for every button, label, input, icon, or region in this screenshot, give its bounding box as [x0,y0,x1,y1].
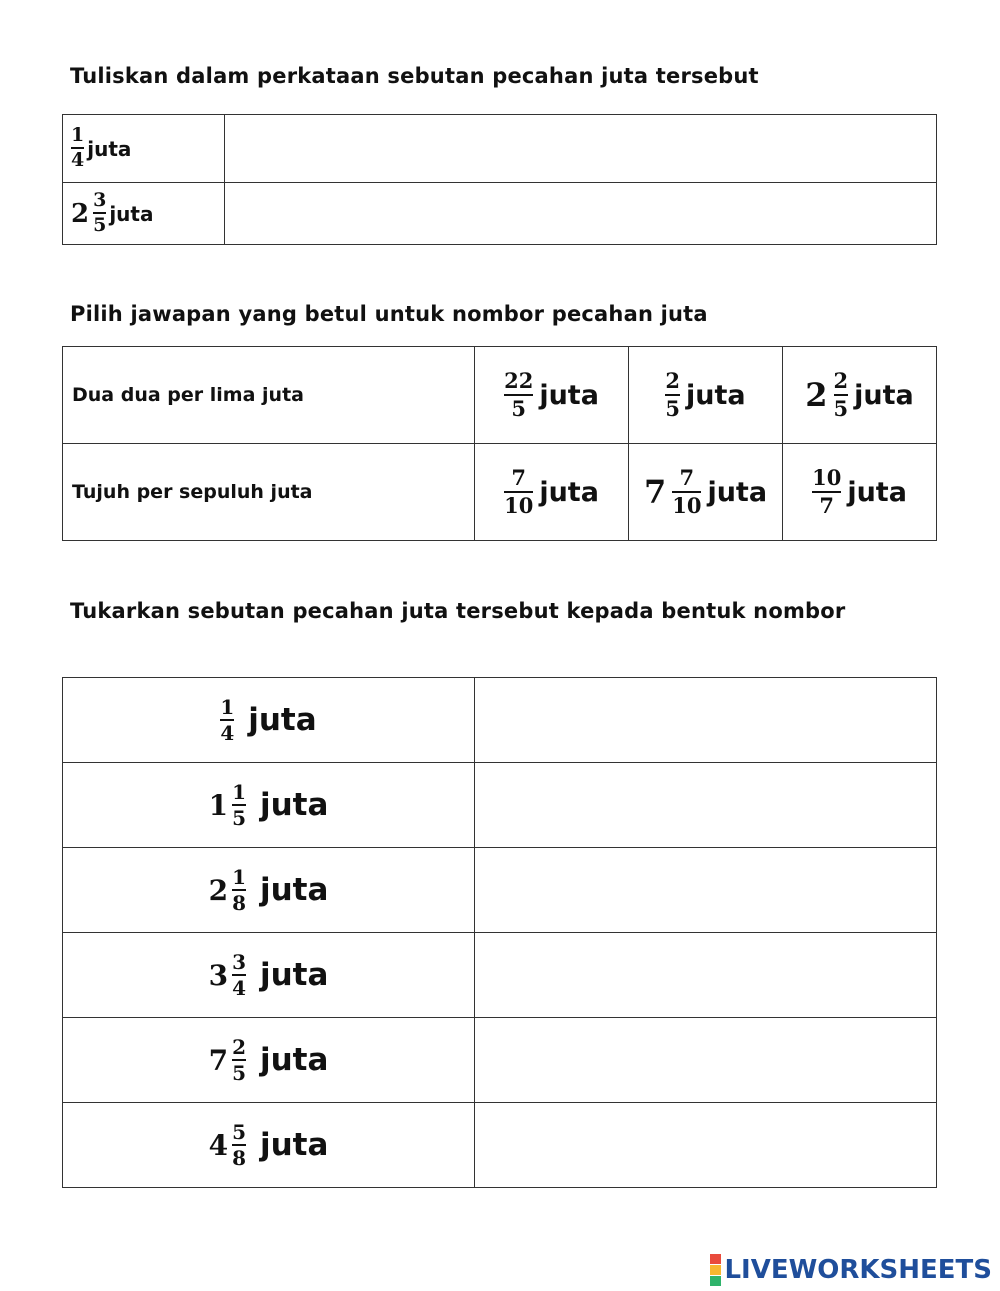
unit-label: juta [109,201,154,226]
brand-name: LIVEWORKSHEETS [724,1255,992,1285]
unit-label: juta [87,136,132,161]
table-row [63,1018,937,1103]
option-cell[interactable] [629,444,783,541]
whole-number: 2 [71,198,90,229]
option-cell[interactable] [475,444,629,541]
whole-number: 4 [208,1128,229,1162]
fraction-cell [63,183,225,245]
numerator: 2 [232,1034,246,1059]
denominator: 5 [232,805,246,830]
unit-label: juta [707,476,768,508]
unit-label: juta [259,787,329,823]
fraction-cell [63,848,475,933]
logo-block [710,1265,721,1275]
answer-cell[interactable] [475,1018,937,1103]
unit-label: juta [259,872,329,908]
numerator: 1 [232,864,246,889]
numerator: 3 [232,949,246,974]
denominator: 5 [511,395,526,421]
denominator: 5 [93,214,107,236]
numerator: 2 [665,368,680,394]
numerator: 10 [812,465,842,491]
fraction-cell [63,763,475,848]
table-row [63,444,937,541]
option-cell[interactable] [629,347,783,444]
table-row [63,678,937,763]
numerator: 2 [833,368,849,394]
denominator: 8 [232,890,246,915]
numerator: 22 [504,368,534,394]
section3-heading: Tukarkan sebutan pecahan juta tersebut kepada bentuk nombor [70,599,846,623]
table-row [63,763,937,848]
numerator: 1 [220,694,235,719]
convert-table [62,677,937,1188]
unit-label: juta [248,702,317,738]
denominator: 4 [232,975,246,1000]
whole-number: 2 [208,873,229,907]
fraction-cell [63,933,475,1018]
denominator: 5 [232,1060,246,1085]
unit-label: juta [259,1042,329,1078]
numerator: 7 [511,465,526,491]
liveworksheets-logo [710,1252,992,1288]
question-label: Dua dua per lima juta [63,347,475,444]
numerator: 5 [232,1119,246,1144]
whole-number: 1 [208,788,229,822]
denominator: 5 [833,395,849,421]
question-label: Tujuh per sepuluh juta [63,444,475,541]
table-row [63,1103,937,1188]
denominator: 4 [71,149,85,171]
table-row [63,347,937,444]
whole-number: 7 [208,1043,229,1077]
whole-number: 7 [643,473,667,511]
fraction-cell [63,1103,475,1188]
fraction-cell [63,678,475,763]
numerator: 7 [679,465,695,491]
choice-table [62,346,937,541]
logo-icon [710,1254,721,1286]
answer-cell[interactable] [475,678,937,763]
numerator: 3 [93,189,107,212]
option-cell[interactable] [475,347,629,444]
answer-cell[interactable] [225,115,937,183]
table-row [63,183,937,245]
table-row [63,933,937,1018]
fraction-cell [63,1018,475,1103]
whole-number: 3 [208,958,229,992]
unit-label: juta [854,379,914,411]
unit-label: juta [686,379,746,411]
table-row [63,115,937,183]
answer-cell[interactable] [475,933,937,1018]
unit-label: juta [539,379,599,411]
denominator: 5 [665,395,680,421]
fraction [93,191,106,236]
whole-number: 2 [805,376,828,414]
denominator: 4 [220,720,235,745]
denominator: 8 [232,1145,246,1170]
numerator: 1 [232,779,246,804]
unit-label: juta [259,1127,329,1163]
words-table [62,114,937,245]
answer-cell[interactable] [475,763,937,848]
answer-cell[interactable] [475,1103,937,1188]
answer-cell[interactable] [225,183,937,245]
section2-heading: Pilih jawapan yang betul untuk nombor pecahan juta [70,302,708,326]
fraction-cell [63,115,225,183]
unit-label: juta [539,476,599,508]
denominator: 10 [672,492,702,518]
option-cell[interactable] [783,444,937,541]
unit-label: juta [847,476,907,508]
answer-cell[interactable] [475,848,937,933]
denominator: 7 [819,492,834,518]
section1-heading: Tuliskan dalam perkataan sebutan pecahan juta tersebut [70,64,759,88]
option-cell[interactable] [783,347,937,444]
unit-label: juta [259,957,329,993]
denominator: 10 [504,492,534,518]
fraction [71,126,84,171]
table-row [63,848,937,933]
logo-block [710,1276,721,1286]
numerator: 1 [71,124,85,147]
logo-block [710,1254,721,1264]
